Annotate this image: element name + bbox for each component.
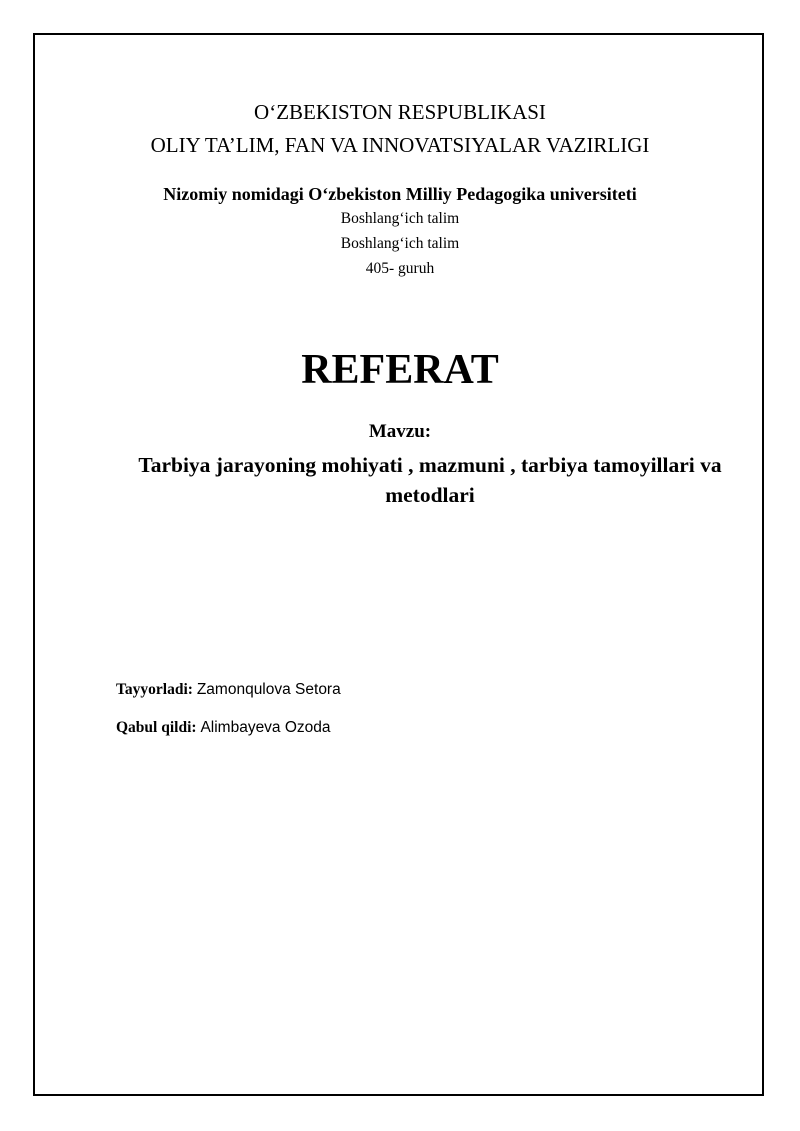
prepared-by-label: Tayyorladi: [116,681,193,698]
topic-label: Mavzu: [368,421,432,442]
group-number: 405- guruh [365,260,435,277]
ministry-heading: OLIY TA’LIM, FAN VA INNOVATSIYALAR VAZIRLIGI [150,133,650,157]
republic-heading: O‘ZBEKISTON RESPUBLIKASI [254,100,546,124]
accepted-by-name: Alimbayeva Ozoda [200,719,331,736]
document-type-title: REFERAT [301,347,499,393]
faculty-name: Boshlang‘ich talim [340,210,460,227]
accepted-by-label: Qabul qildi: [116,719,197,736]
department-name: Boshlang‘ich talim [340,235,460,252]
prepared-by-line [116,680,341,700]
topic-title: Tarbiya jarayoning mohiyati , mazmuni , tarbiya tamoyillari va metodlari [138,453,722,507]
accepted-by-line [116,718,331,738]
prepared-by-name: Zamonqulova Setora [196,681,341,698]
university-name: Nizomiy nomidagi O‘zbekiston Milliy Pedagogika universiteti [163,184,637,204]
